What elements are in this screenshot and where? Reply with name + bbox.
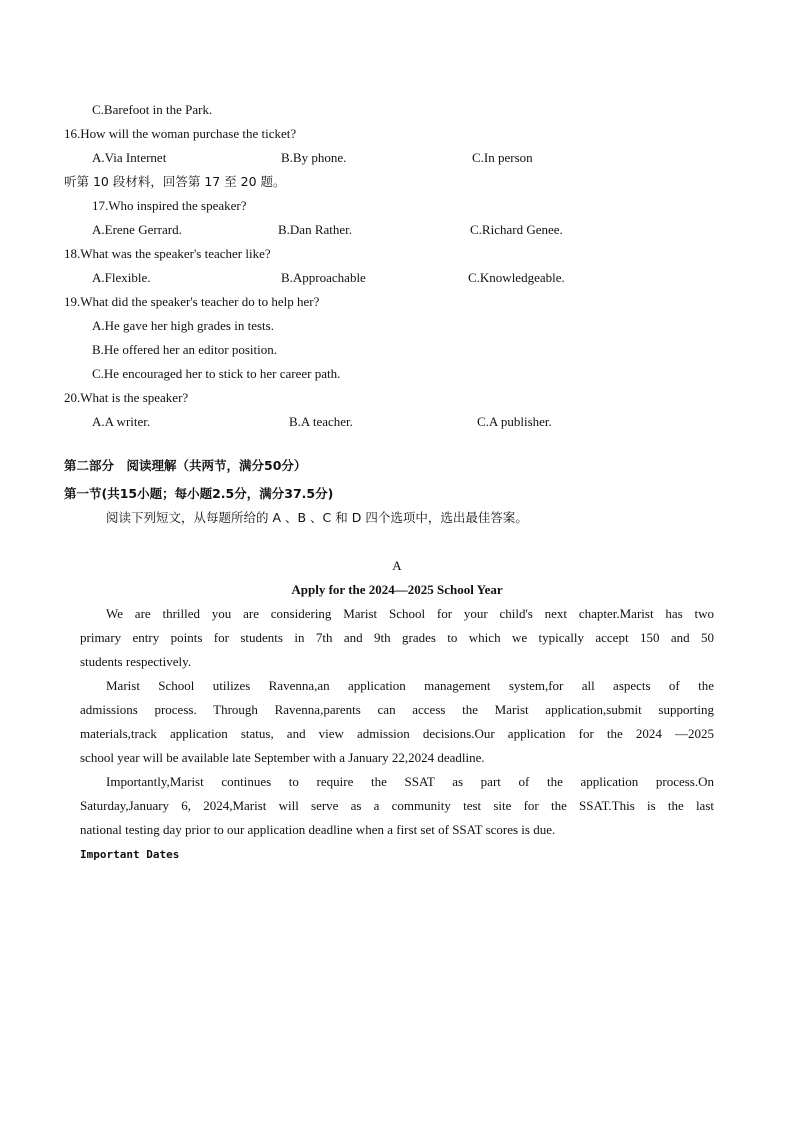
q16-question: 16.How will the woman purchase the ticket? [64, 126, 297, 141]
paragraph-2-line-1: Marist School utilizes Ravenna,an application management system,for all aspects of the [106, 678, 714, 693]
q16-option-b: B.By phone. [281, 150, 347, 165]
q19-question: 19.What did the speaker's teacher do to help her? [64, 294, 320, 309]
q15-option-c: C.Barefoot in the Park. [92, 102, 213, 117]
q16-option-c: C.In person [472, 150, 533, 165]
passage-title: Apply for the 2024—2025 School Year [291, 582, 503, 597]
q20-option-a: A.A writer. [92, 414, 151, 429]
paragraph-2-line-2: admissions process. Through Ravenna,parents can access the Marist application,submit supporting [80, 702, 714, 717]
paragraph-1-line-2: primary entry points for students in 7th and 9th grades to which we typically accept 150 and 50 [80, 630, 714, 645]
section-title: 第一节(共15小题；每小题2.5分，满分37.5分) [64, 486, 334, 501]
section10-instruction: 听第 10 段材料，回答第 17 至 20 题。 [64, 174, 286, 189]
paragraph-3-line-1: Importantly,Marist continues to require the SSAT as part of the application process.On [106, 774, 714, 789]
q20-question: 20.What is the speaker? [64, 390, 189, 405]
q17-question: 17.Who inspired the speaker? [92, 198, 247, 213]
passage-letter: A [392, 558, 402, 573]
q19-option-b: B.He offered her an editor position. [92, 342, 277, 357]
paragraph-1-line-1: We are thrilled you are considering Marist School for your child's next chapter.Marist has two [106, 606, 714, 621]
q18-option-b: B.Approachable [281, 270, 366, 285]
q17-option-c: C.Richard Genee. [470, 222, 563, 237]
q18-option-a: A.Flexible. [92, 270, 151, 285]
q19-option-c: C.He encouraged her to stick to her career path. [92, 366, 341, 381]
important-dates-heading: Important Dates [80, 848, 180, 861]
paragraph-1-line-3: students respectively. [80, 654, 192, 669]
paragraph-3-line-2: Saturday,January 6, 2024,Marist will serve as a community test site for the SSAT.This is the last [80, 798, 714, 813]
paragraph-2-line-3: materials,track application status, and view admission decisions.Our application for the 2024 —2025 [80, 726, 714, 741]
paragraph-3-line-3: national testing day prior to our application deadline when a first set of SSAT scores is due. [80, 822, 556, 837]
q16-option-a: A.Via Internet [92, 150, 167, 165]
q19-option-a: A.He gave her high grades in tests. [92, 318, 274, 333]
q18-question: 18.What was the speaker's teacher like? [64, 246, 271, 261]
q18-option-c: C.Knowledgeable. [468, 270, 565, 285]
q20-option-c: C.A publisher. [477, 414, 552, 429]
q17-option-b: B.Dan Rather. [278, 222, 353, 237]
q17-option-a: A.Erene Gerrard. [92, 222, 182, 237]
part-title: 第二部分 阅读理解（共两节，满分50分） [64, 458, 307, 473]
q20-option-b: B.A teacher. [289, 414, 353, 429]
reading-instruction: 阅读下列短文，从每题所给的 A 、B 、C 和 D 四个选项中，选出最佳答案。 [106, 510, 528, 525]
paragraph-2-line-4: school year will be available late September with a January 22,2024 deadline. [80, 750, 485, 765]
